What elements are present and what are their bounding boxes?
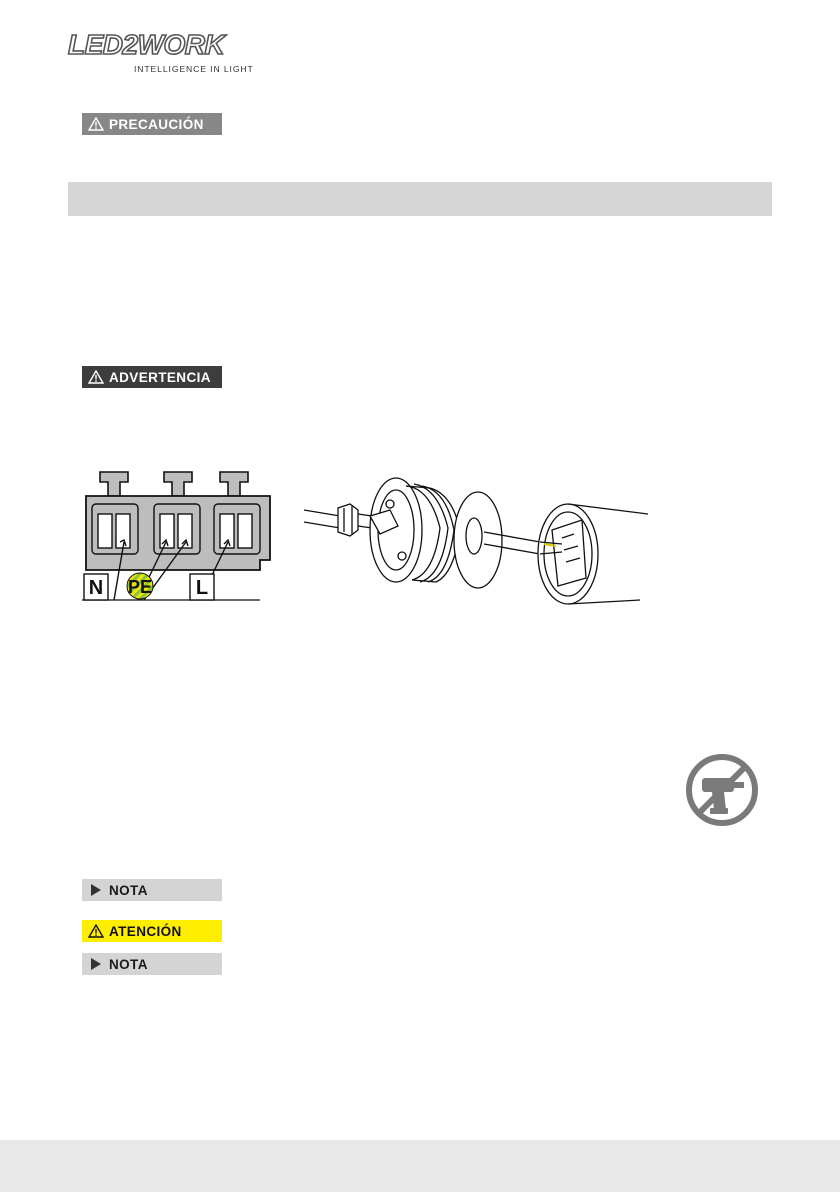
- end-cap-assembly-illustration: [300, 458, 660, 606]
- brand-tagline: INTELLIGENCE IN LIGHT: [134, 64, 254, 74]
- atencion-label: [82, 920, 222, 942]
- advertencia-text: ADVERTENCIA: [109, 369, 211, 385]
- terminal-label-n: N: [88, 577, 104, 599]
- precaucion-text: PRECAUCIÓN: [109, 116, 204, 132]
- warning-triangle-icon: [88, 370, 104, 384]
- play-arrow-icon: [88, 883, 104, 897]
- nota-label-2: [82, 953, 222, 975]
- nota-text-2: NOTA: [109, 956, 148, 972]
- nota-text-1: NOTA: [109, 882, 148, 898]
- atencion-text: ATENCIÓN: [109, 923, 182, 939]
- warning-triangle-icon: [88, 117, 104, 131]
- warning-triangle-icon: [88, 924, 104, 938]
- no-drill-icon: [684, 752, 760, 828]
- terminal-label-l: L: [195, 577, 209, 599]
- nota-label-1: [82, 879, 222, 901]
- terminal-label-pe: PE: [127, 577, 153, 597]
- terminal-block-diagram: [80, 462, 280, 602]
- brand-name: LED2WORK: [68, 29, 225, 60]
- brand-logo: [66, 28, 266, 76]
- section-heading-bar: [68, 182, 772, 216]
- play-arrow-icon: [88, 957, 104, 971]
- precaucion-label: [82, 113, 222, 135]
- advertencia-label: [82, 366, 222, 388]
- page-footer-bar: [0, 1140, 840, 1192]
